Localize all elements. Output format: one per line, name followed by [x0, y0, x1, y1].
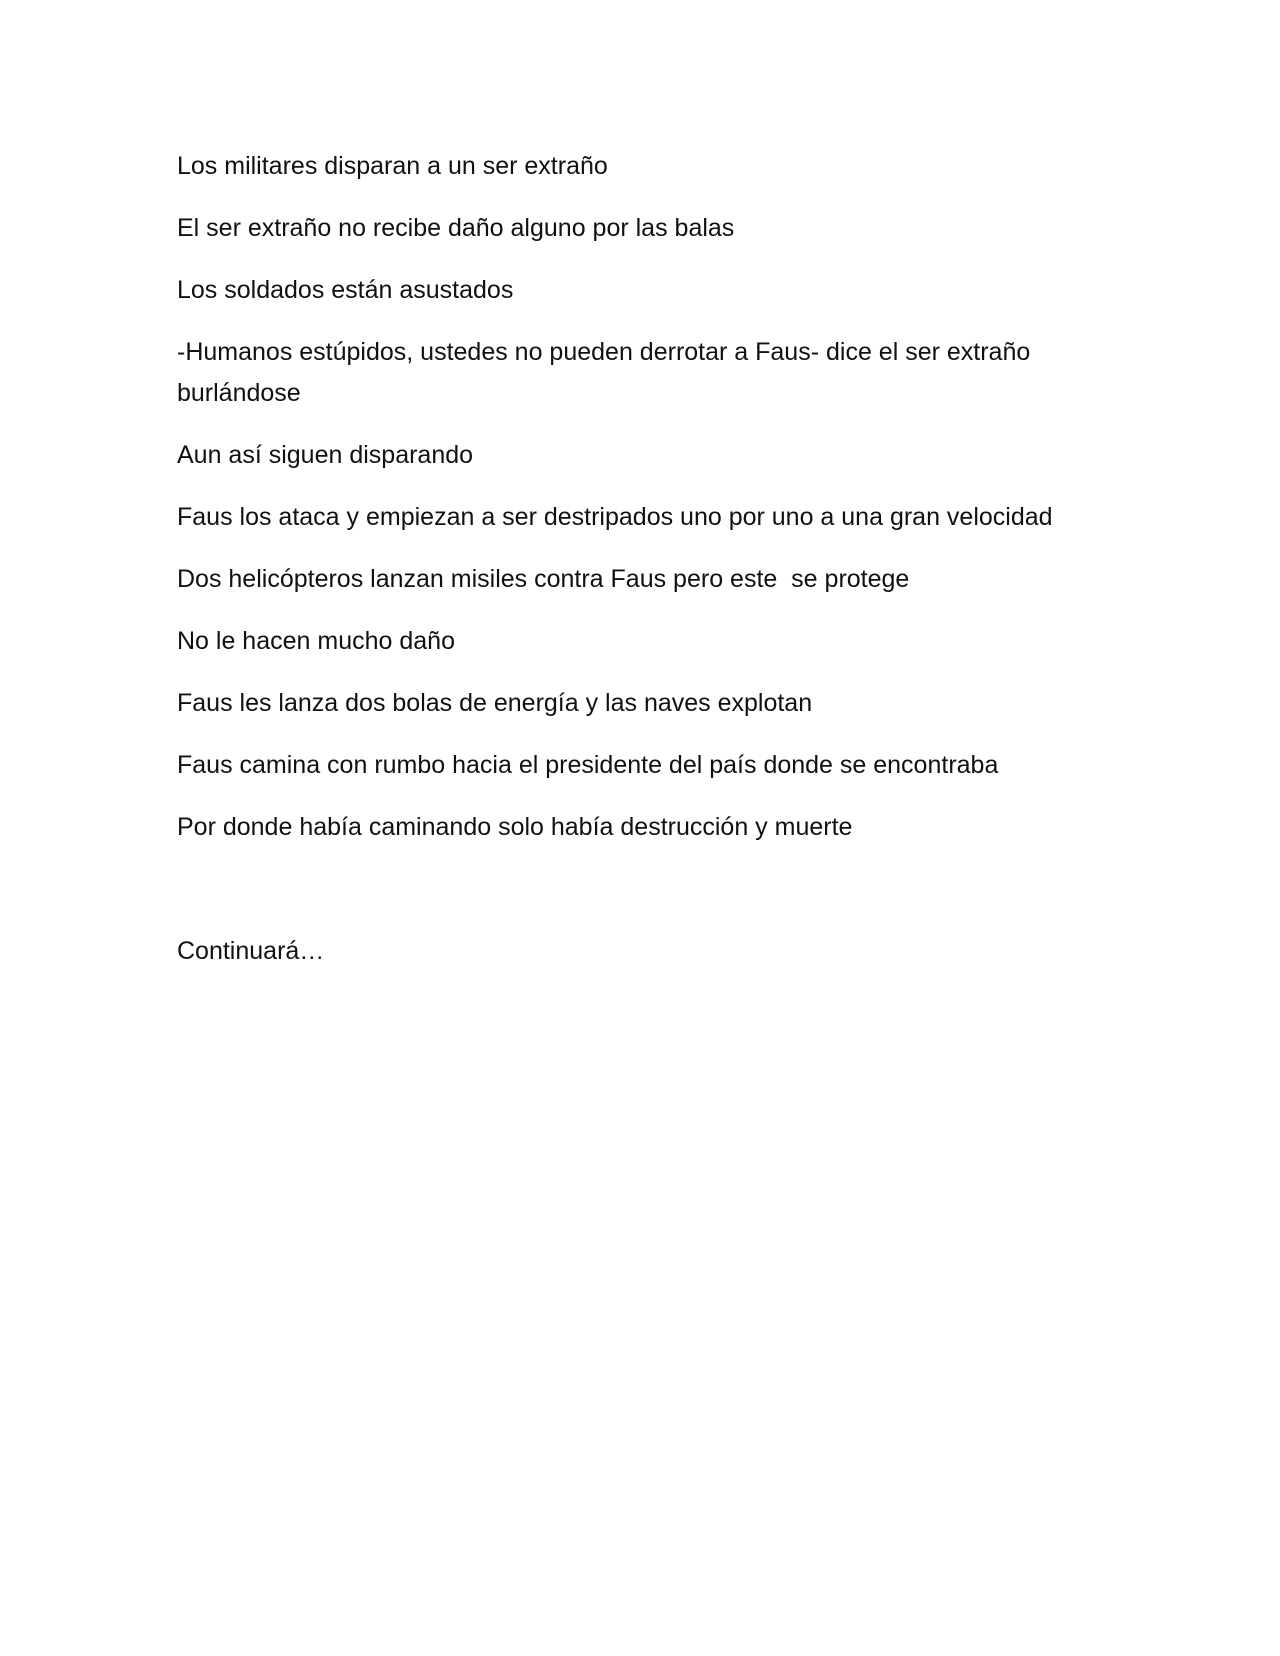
paragraph-9: Faus les lanza dos bolas de energía y las naves explotan [177, 689, 813, 717]
paragraph-7: Dos helicópteros lanzan misiles contra Faus pero este se protege [177, 565, 910, 593]
paragraph-10: Faus camina con rumbo hacia el presidente del país donde se encontraba [177, 751, 999, 779]
document-body [177, 146, 1117, 993]
paragraph-3: Los soldados están asustados [177, 276, 514, 304]
paragraph-4: -Humanos estúpidos, ustedes no pueden derrotar a Faus- dice el ser extraño burlándose [177, 338, 1038, 407]
paragraph-6: Faus los ataca y empiezan a ser destripados uno por uno a una gran velocidad [177, 503, 1053, 531]
paragraph-8: No le hacen mucho daño [177, 627, 455, 655]
paragraph-1: Los militares disparan a un ser extraño [177, 152, 608, 180]
paragraph-5: Aun así siguen disparando [177, 441, 474, 469]
closing-line: Continuará… [177, 937, 325, 965]
blank-line [177, 869, 1117, 910]
paragraph-11: Por donde había caminando solo había destrucción y muerte [177, 813, 853, 841]
paragraph-2: El ser extraño no recibe daño alguno por las balas [177, 214, 735, 242]
